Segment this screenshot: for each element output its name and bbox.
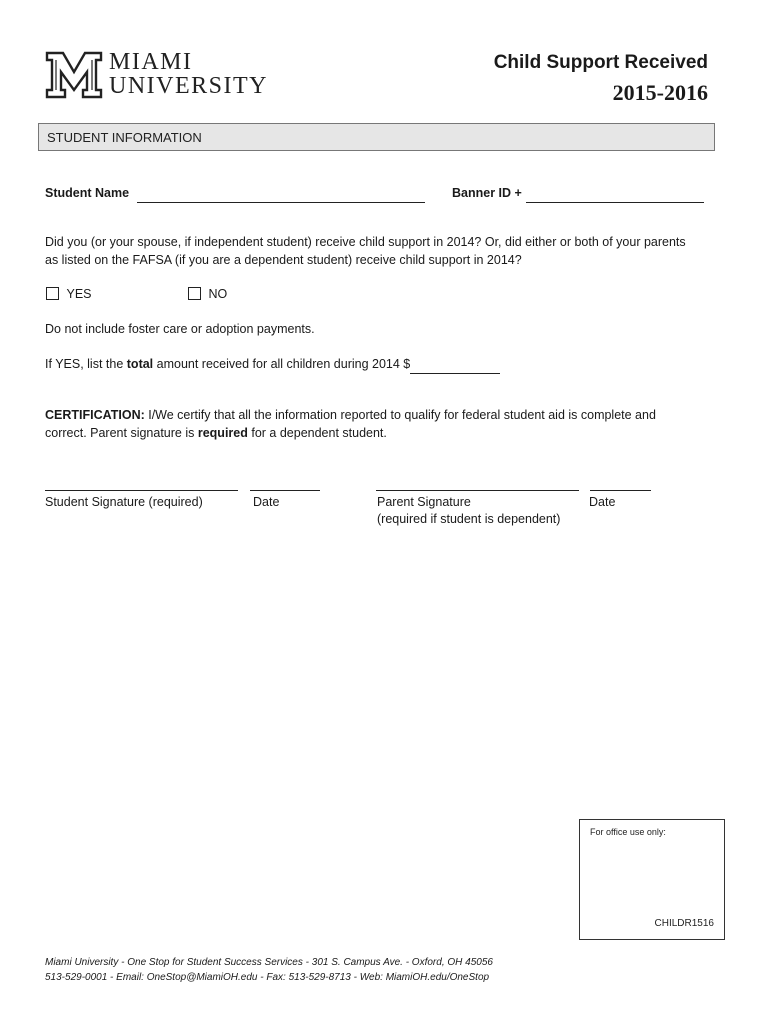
- no-option[interactable]: [188, 286, 227, 301]
- logo-wordmark: [109, 50, 268, 98]
- amount-row: [45, 355, 500, 374]
- certification-required: required: [197, 426, 248, 440]
- form-code: CHILDR1516: [654, 918, 714, 929]
- logo-line-miami: MIAMI: [109, 49, 193, 75]
- foster-care-note: Do not include foster care or adoption payments.: [45, 322, 315, 336]
- student-date-line[interactable]: [250, 490, 320, 491]
- footer: [45, 955, 493, 985]
- banner-id-row: [452, 184, 704, 203]
- student-name-field[interactable]: [137, 184, 425, 203]
- parent-signature-label: Parent Signature: [377, 495, 471, 509]
- parent-signature-note: (required if student is dependent): [377, 512, 561, 526]
- certification-line-2: [45, 424, 656, 442]
- parent-date-label: Date: [589, 495, 616, 509]
- banner-id-label: Banner ID +: [452, 186, 522, 200]
- form-year: 2015-2016: [612, 80, 708, 105]
- form-title: Child Support Received: [493, 52, 708, 73]
- amount-suffix: amount received for all children during 2014 $: [153, 357, 411, 371]
- amount-prefix: If YES, list the: [45, 357, 127, 371]
- miami-m-logo-icon: [45, 50, 103, 100]
- question-line-2: as listed on the FAFSA (if you are a dependent student) receive child support in 2014?: [45, 253, 522, 267]
- child-support-question: [45, 233, 686, 269]
- certification-block: [45, 406, 656, 442]
- student-name-row: [45, 184, 425, 203]
- student-date-label: Date: [253, 495, 280, 509]
- logo-line-university: UNIVERSITY: [109, 73, 268, 99]
- no-label: NO: [208, 286, 228, 301]
- question-line-1: Did you (or your spouse, if independent student) receive child support in 2014? Or, did either or both of your parents: [45, 235, 686, 249]
- certification-text-2c: for a dependent student.: [247, 426, 387, 440]
- parent-date-line[interactable]: [590, 490, 651, 491]
- yes-label: YES: [66, 286, 92, 301]
- parent-signature-label-block: [377, 494, 560, 528]
- amount-field[interactable]: [410, 355, 500, 374]
- yes-checkbox[interactable]: [46, 287, 59, 300]
- parent-signature-line[interactable]: [376, 490, 579, 491]
- footer-line-1: Miami University - One Stop for Student Success Services - 301 S. Campus Ave. - Oxford, OH 45056: [45, 957, 493, 968]
- amount-bold: total: [126, 357, 154, 371]
- section-header-student-information: STUDENT INFORMATION: [38, 123, 715, 151]
- footer-line-2: 513-529-0001 - Email: OneStop@MiamiOH.edu - Fax: 513-529-8713 - Web: MiamiOH.edu/OneStop: [45, 972, 490, 983]
- certification-label: CERTIFICATION:: [45, 408, 145, 422]
- form-title-block: [494, 52, 708, 106]
- office-use-box: [579, 819, 725, 940]
- student-name-label: Student Name: [45, 186, 130, 200]
- certification-text-2a: correct. Parent signature is: [45, 426, 198, 440]
- student-signature-label: Student Signature (required): [45, 495, 203, 509]
- certification-text-1: I/We certify that all the information reported to qualify for federal student aid is complete and: [144, 408, 656, 422]
- miami-university-logo: [45, 50, 277, 102]
- banner-id-field[interactable]: [526, 184, 704, 203]
- certification-line-1: [45, 406, 656, 424]
- yes-option[interactable]: [46, 286, 92, 301]
- office-use-label: For office use only:: [590, 827, 666, 837]
- student-signature-line[interactable]: [45, 490, 238, 491]
- no-checkbox[interactable]: [188, 287, 201, 300]
